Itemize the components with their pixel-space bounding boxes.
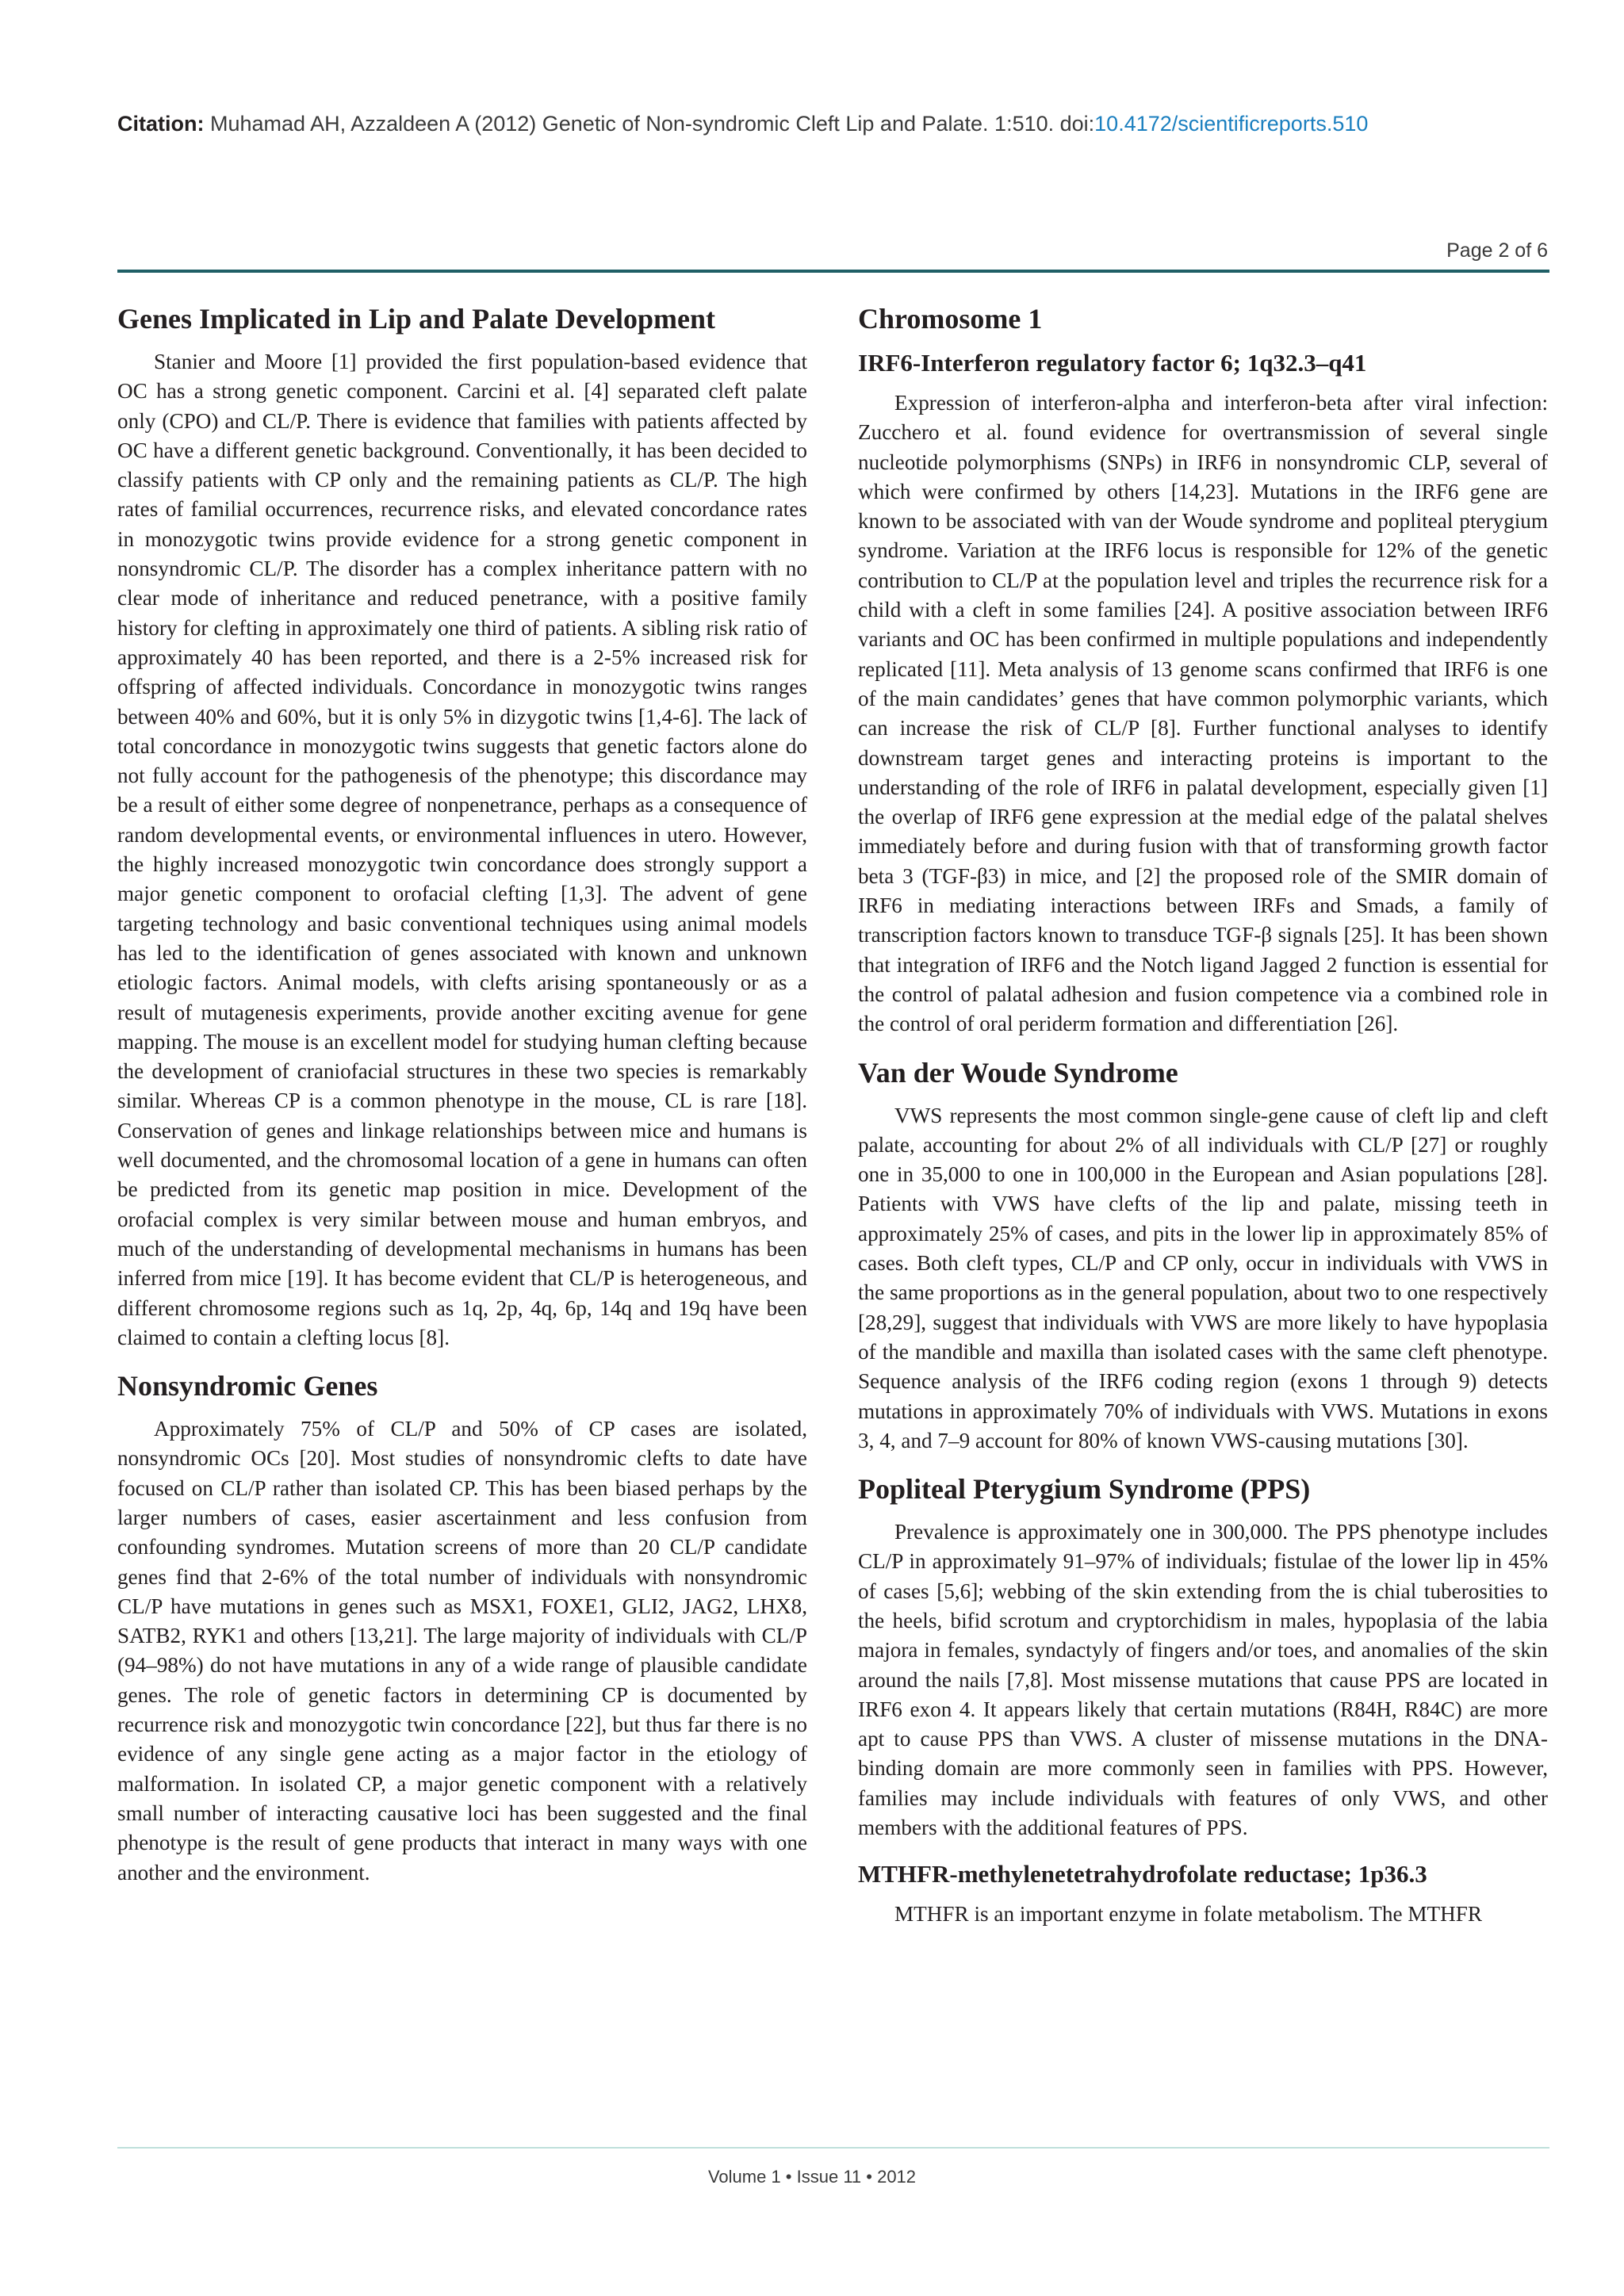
paragraph-pps: Prevalence is approximately one in 300,000. The PPS phenotype includes CL/P in approximately 91–97% of individuals; fistulae of the lower lip in 45% of cases [5,6]; webbing of the skin extending from the is chial tuberosities to the heels, bifid scrotum and cryptorchidism in males, hypoplasia of the labia majora in females, syndactyly of fingers and/or toes, and anomalies of the skin around the nails [7,8]. Most missense mutations that cause PPS are located in IRF6 exon 4. It appears likely that certain mutations (R84H, R84C) are more apt to cause PPS than VWS. A cluster of missense mutations in the DNA-binding domain are more commonly seen in families with PPS. However, families may include individuals with features of only VWS, and other members with the additional features of PPS. — [858, 1520, 1548, 1840]
paragraph-irf6: Expression of interferon-alpha and interferon-beta after viral infection: Zucchero et al. found evidence for overtransmission of several single nucleotide polymorphisms (SNPs) in IRF6 in nonsyndromic CLP, several of which were confirmed by others [14,23]. Mutations in the IRF6 gene are known to be associated with van der Woude syndrome and popliteal pterygium syndrome. Variation at the IRF6 locus is responsible for 12% of the genetic contribution to CL/P at the population level and triples the recurrence risk for a child with a cleft in some families [24]. A positive association between IRF6 variants and OC has been confirmed in multiple populations and independently replicated [11]. Meta analysis of 13 genome scans confirmed that IRF6 is one of the main candidates’ genes that have common polymorphic variants, which can increase the risk of CL/P [8]. Further functional analyses to identify downstream target genes and interacting proteins is important to the understanding of the role of IRF6 in palatal development, especially given [1] the overlap of IRF6 gene expression at the medial edge of the palatal shelves immediately before and during fusion with that of transforming growth factor beta 3 (TGF-β3) in mice, and [2] the proposed role of the SMIR domain of IRF6 in mediating interactions between IRFs and Smads, a family of transcription factors known to transduce TGF-β signals [25]. It has been shown that integration of IRF6 and the Notch ligand Jagged 2 function is essential for the control of palatal adhesion and fusion competence via a combined role in the control of oral periderm formation and differentiation [26]. — [858, 391, 1548, 1036]
left-column — [117, 301, 807, 1888]
subheading-mthfr: MTHFR-methylenetetrahydrofolate reductase; 1p36.3 — [858, 1860, 1427, 1888]
section-heading-chromosome-1: Chromosome 1 — [858, 303, 1043, 335]
citation-label: Citation: — [117, 112, 205, 136]
section-heading-genes-implicated: Genes Implicated in Lip and Palate Development — [117, 303, 715, 335]
right-column — [858, 301, 1548, 1930]
subheading-irf6: IRF6-Interferon regulatory factor 6; 1q32.3–q41 — [858, 349, 1367, 377]
section-heading-nonsyndromic-genes: Nonsyndromic Genes — [117, 1370, 378, 1402]
footer-volume-info: Volume 1 • Issue 11 • 2012 — [707, 2167, 917, 2187]
doi-link[interactable]: 10.4172/scientificreports.510 — [1094, 112, 1369, 136]
paragraph-mthfr: MTHFR is an important enzyme in folate metabolism. The MTHFR — [894, 1902, 1483, 1927]
footer-divider — [117, 2147, 1549, 2149]
paragraph-van-der-woude: VWS represents the most common single-gene cause of cleft lip and cleft palate, accounting for about 2% of all individuals with CL/P [27] or roughly one in 35,000 to one in 100,000 in the European and Asian populations [28]. Patients with VWS have clefts of the lip and palate, missing teeth in approximately 25% of cases, and pits in the lower lip in approximately 85% of cases. Both cleft types, CL/P and CP only, occur in individuals with VWS in the same proportions as in the general population, about two to one respectively [28,29], suggest that individuals with VWS are more likely to have hypoplasia of the mandible and maxilla than isolated cases with the same cleft phenotype. Sequence analysis of the IRF6 coding region (exons 1 through 9) detects mutations in approximately 70% of individuals with VWS. Mutations in exons 3, 4, and 7–9 account for 80% of known VWS-causing mutations [30]. — [858, 1103, 1548, 1452]
page-indicator: Page 2 of 6 — [1446, 239, 1548, 262]
paragraph-genes-implicated: Stanier and Moore [1] provided the first population-based evidence that OC has a strong genetic component. Carcini et al. [4] separated cleft palate only (CPO) and CL/P. There is evidence that families with patients affected by OC have a different genetic background. Conventionally, it has been decided to classify patients with CP only and the remaining patients as CL/P. The high rates of familial occurrences, recurrence risks, and elevated concordance rates in monozygotic twins provide evidence for a strong genetic component in nonsyndromic CL/P. The disorder has a complex inheritance pattern with no clear mode of inheritance and reduced penetrance, with a positive family history for clefting in approximately one third of patients. A sibling risk ratio of approximately 40 has been reported, and there is a 2-5% increased risk for offspring of affected individuals. Concordance in monozygotic twins ranges between 40% and 60%, but it is only 5% in dizygotic twins [1,4-6]. The lack of total concordance in monozygotic twins suggests that genetic factors alone do not fully account for the pathogenesis of the phenotype; this discordance may be a result of either some degree of nonpenetrance, perhaps as a consequence of random developmental events, or environmental influences in utero. However, the highly increased monozygotic twin concordance does strongly support a major genetic component to orofacial clefting [1,3]. The advent of gene targeting technology and basic conventional techniques using animal models has led to the identification of genes associated with known and unknown etiologic factors. Animal models, with clefts arising spontaneously or as a result of mutagenesis experiments, provide another exciting avenue for gene mapping. The mouse is an excellent model for studying human clefting because the development of craniofacial structures in these two species is remarkably similar. Whereas CP is a common phenotype in the mouse, CL is rare [18]. Conservation of genes and linkage relationships between mice and humans is well documented, and the chromosomal location of a gene in humans can often be predicted from its genetic map position in mice. Development of the orofacial complex is very similar between mouse and human embryos, and much of the understanding of developmental mechanisms in humans has been inferred from mice [19]. It has become evident that CL/P is heterogeneous, and different chromosome regions such as 1q, 2p, 4q, 6p, 14q and 19q have been claimed to contain a clefting locus [8]. — [117, 350, 807, 1349]
citation-line — [117, 109, 1537, 138]
paragraph-nonsyndromic-genes: Approximately 75% of CL/P and 50% of CP cases are isolated, nonsyndromic OCs [20]. Most studies of nonsyndromic clefts to date have focused on CL/P rather than isolated CP. This has been biased perhaps by the larger numbers of cases, easier ascertainment and less confusion from confounding syndromes. Mutation screens of more than 20 CL/P candidate genes find that 2-6% of the total number of individuals with nonsyndromic CL/P have mutations in genes such as MSX1, FOXE1, GLI2, JAG2, LHX8, SATB2, RYK1 and others [13,21]. The large majority of individuals with CL/P (94–98%) do not have mutations in any of a wide range of plausible candidate genes. The role of genetic factors in determining CP is documented by recurrence risk and monozygotic twin concordance [22], but thus far there is no evidence of any single gene acting as a major factor in the etiology of malformation. In isolated CP, a major genetic component with a relatively small number of interacting causative loci has been suggested and the final phenotype is the result of gene products that interact in many ways with one another and the environment. — [117, 1417, 807, 1885]
citation-text: Muhamad AH, Azzaldeen A (2012) Genetic of Non-syndromic Cleft Lip and Palate. 1:510. doi: — [210, 112, 1095, 136]
section-heading-van-der-woude: Van der Woude Syndrome — [858, 1056, 1178, 1089]
header-divider — [117, 270, 1549, 273]
section-heading-pps: Popliteal Pterygium Syndrome (PPS) — [858, 1473, 1311, 1506]
